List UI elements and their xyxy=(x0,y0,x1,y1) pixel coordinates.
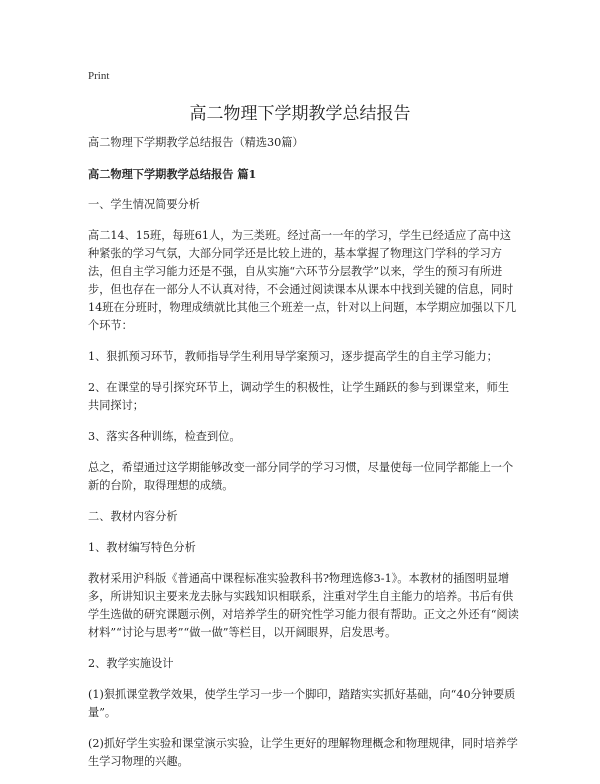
subheading-teaching-design: 2、教学实施设计 xyxy=(88,657,174,670)
subtitle: 高二物理下学期教学总结报告（精选30篇） xyxy=(88,136,304,149)
document-body xyxy=(88,134,520,784)
section-heading-student-analysis: 一、学生情况简要分析 xyxy=(88,198,200,211)
list-item-design-2: (2)抓好学生实验和课堂演示实验，让学生更好的理解物理概念和物理规律，同时培养学生学习物理的兴趣。 xyxy=(88,737,518,768)
list-item-preview: 1、狠抓预习环节，教师指导学生利用导学案预习，逐步提高学生的自主学习能力； xyxy=(88,350,498,363)
subheading-textbook-features: 1、教材编写特色分析 xyxy=(88,541,196,554)
paragraph-textbook-features: 教材采用沪科版《普通高中课程标准实验教科书?物理选修3-1》。本教材的插图明显增多，所讲知识主要来龙去脉与实践知识相联系，注重对学生自主能力的培养。书后有供学生选做的研究课题示例，对培养学生的研究性学习能力很有帮助。正文之外还有“阅读材料”“讨论与思考”“做一做”等栏目，以开阔眼界，启发思考。 xyxy=(88,572,519,639)
paragraph-student-analysis: 高二14、15班，每班61人，为三类班。经过高一一年的学习，学生已经适应了高中这种紧张的学习气氛，大部分同学还是比较上进的，基本掌握了物理这门学科的学习方法，但自主学习能力还是不强，自从实施“六环节分层教学”以来，学生的预习有所进步，但也存在一部分人不认真对待，不会通过阅读课本从课本中找到关键的信息，同时14班在分班时，物理成绩就比其他三个班差一点，针对以上问题，本学期应加强以下几个环节： xyxy=(88,229,517,332)
page-title: 高二物理下学期教学总结报告 xyxy=(189,104,411,124)
print-link[interactable]: Print xyxy=(88,70,110,82)
article-heading: 高二物理下学期教学总结报告 篇1 xyxy=(88,167,257,181)
list-item-training: 3、落实各种训练，检查到位。 xyxy=(88,430,241,443)
list-item-classroom: 2、在课堂的导引探究环节上，调动学生的积极性，让学生踊跃的参与到课堂来，师生共同探讨； xyxy=(88,381,510,412)
list-item-design-1: (1)狠抓课堂教学效果，使学生学习一步一个脚印，踏踏实实抓好基础，向“40分钟要质量”。 xyxy=(88,688,516,719)
paragraph-summary: 总之，希望通过这学期能够改变一部分同学的学习习惯，尽量使每一位同学都能上一个新的台阶，取得理想的成绩。 xyxy=(88,461,514,492)
section-heading-textbook-analysis: 二、教材内容分析 xyxy=(88,510,178,523)
